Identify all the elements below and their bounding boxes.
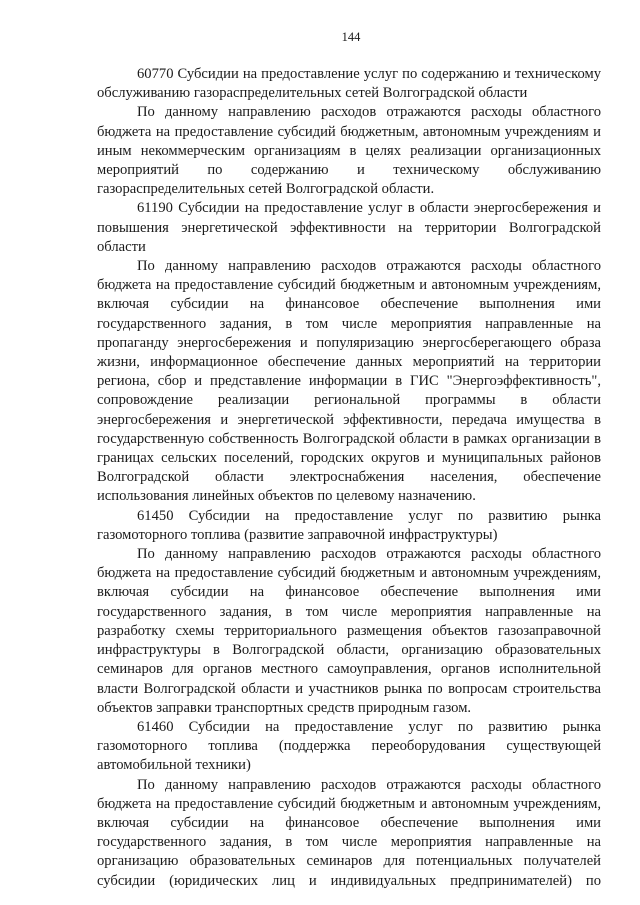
page-number: 144: [341, 30, 361, 44]
paragraph-61450-description: По данному направлению расходов отражаются расходы областного бюджета на предоставление субсидий бюджетным и автономным учреждениям, включая субсидии на финансовое обеспечение выполнения ими государственного задания, в том числе мероприятия направленные на разработку схемы территориального размещения объектов газозаправочной инфраструктуры в Волгоградской области, организацию образовательных семинаров для органов местного самоуправления, органов исполнительной власти Волгоградской области и участников рынка по вопросам строительства объектов заправки транспортных средств природным газом.: [97, 546, 601, 716]
heading-60770: 60770 Субсидии на предоставление услуг по содержанию и техническому обслуживанию газораспределительных сетей Волгоградской области: [97, 66, 601, 102]
heading-61450: 61450 Субсидии на предоставление услуг по развитию рынка газомоторного топлива (развитие заправочной инфраструктуры): [97, 507, 601, 543]
heading-61190: 61190 Субсидии на предоставление услуг в области энергосбережения и повышения энергетической эффективности на территории Волгоградской области: [97, 200, 601, 255]
paragraph-60770-description: По данному направлению расходов отражаются расходы областного бюджета на предоставление субсидий бюджетным, автономным учреждениям и иным некоммерческим организациям в целях реализации организационных мероприятий по содержанию и техническому обслуживанию газораспределительных сетей Волгоградской области.: [97, 104, 601, 198]
heading-61460: 61460 Субсидии на предоставление услуг по развитию рынка газомоторного топлива (поддержка переоборудования существующей автомобильной техники): [97, 718, 601, 774]
document-page: [97, 30, 601, 891]
paragraph-61460-description: По данному направлению расходов отражаются расходы областного бюджета на предоставление субсидий бюджетным и автономным учреждениям, включая субсидии на финансовое обеспечение выполнения ими государственного задания, в том числе мероприятия направленные на организацию образовательных семинаров для потенциальных получателей субсидии (юридических лиц и индивидуальных предпринимателей) по: [97, 776, 601, 889]
paragraph-61190-description: По данному направлению расходов отражаются расходы областного бюджета на предоставление субсидий бюджетным и автономным учреждениям, включая субсидии на финансовое обеспечение выполнения ими государственного задания, в том числе мероприятия направленные на пропаганду энергосбережения и популяризацию энергосберегающего образа жизни, информационное обеспечение данных мероприятий на территории региона, сбор и представление информации в ГИС "Энергоэффективность", сопровождение реализации региональной программы в области энергосбережения и энергетической эффективности, передача имущества в государственную собственность Волгоградской области в рамках организации в границах сельских поселений, городских округов и муниципальных районов Волгоградской области электроснабжения населения, обеспечение использования линейных объектов по целевому назначению.: [97, 258, 601, 505]
